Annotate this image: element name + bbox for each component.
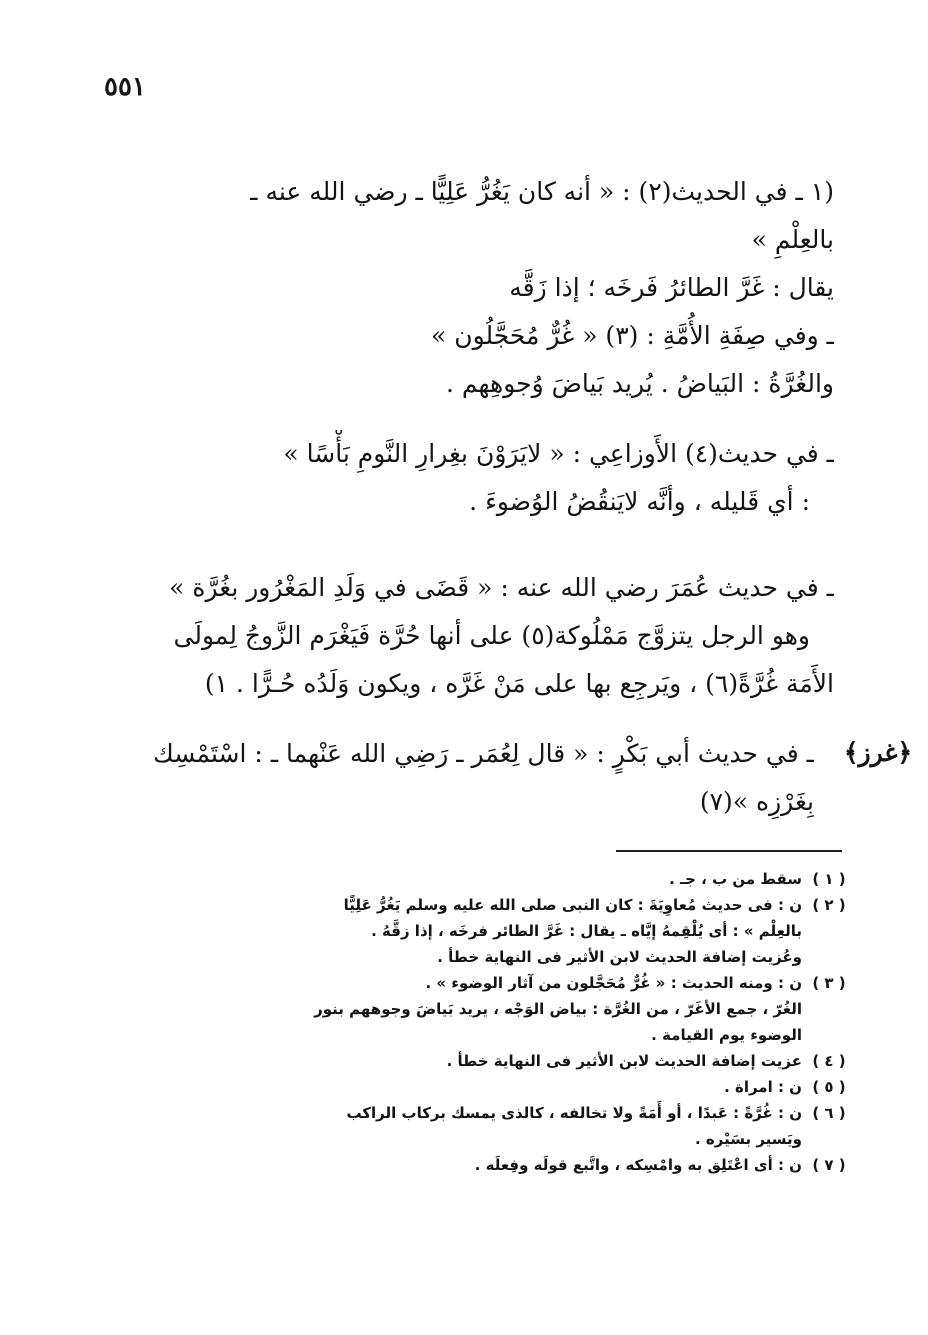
footnote-7 <box>104 1152 856 1178</box>
entry-3 <box>104 564 834 708</box>
body-line: بالعِلْمِ » <box>751 225 834 254</box>
body-line: الأَمَة غُرَّةً(٦) ، ويَرجِع بها على مَنْ غَرَّه ، ويكون وَلَدُه حُـرًّا . ١) <box>204 669 834 698</box>
entry-2 <box>104 430 834 526</box>
body-line: ـ في حديث عُمَرَ رضي الله عنه : « قَضَى في وَلَدِ المَغْرُور بغُرَّة » <box>169 573 834 602</box>
footnote-3 <box>104 970 856 996</box>
body-line: ـ في حديث(٤) الأَوزاعِي : « لايَرَوْنَ بغِرارِ النَّومِ بَأْسًا » <box>283 439 834 468</box>
body-text <box>104 168 834 408</box>
footnote-number: ( ٢ ) <box>812 896 846 914</box>
page-number: ٥٥١ <box>104 72 146 102</box>
footnote-5 <box>104 1074 856 1100</box>
body-line: ـ وفي صِفَةِ الأُمَّةِ : (٣) « غُرٌّ مُحَجَّلُون » <box>430 321 834 350</box>
footnote-text: ن : غُرَّةً : عَبدًا ، أو أَمَةً ولا تخالفه ، كالذى يمسك بركاب الراكب <box>346 1104 802 1122</box>
footnote-text: الغُرّ ، جمع الأغَرّ ، من الغُرَّة : بياض الوَجْه ، يريد بَياضَ وجوههم بنور <box>314 1000 802 1018</box>
footnote-2 <box>104 892 856 918</box>
footnote-rule <box>616 850 842 852</box>
body-line: ـ في حديث أبي بَكْرٍ : « قال لِعُمَر ـ رَضِي الله عَنْهما ـ : اسْتَمْسِك <box>153 739 814 768</box>
footnote-1 <box>104 866 856 892</box>
footnote-number: ( ٤ ) <box>812 1052 846 1070</box>
footnote-6 <box>104 1100 856 1126</box>
footnote-text: ويَسير بسَيْره . <box>694 1130 802 1148</box>
footnote-4 <box>104 1048 856 1074</box>
footnote-number: ( ٣ ) <box>812 974 846 992</box>
entry-4 <box>104 730 814 826</box>
body-line: يقال : غَرَّ الطائرُ فَرخَه ؛ إذا زَقَّه <box>509 273 834 302</box>
body-line: وهو الرجل يتزوَّج مَمْلُوكة(٥) على أنها حُرَّة فَيَغْرَم الزَّوجُ لِمولَى <box>173 621 810 650</box>
body-line: والغُرَّةُ : البَياضُ . يُريد بَياضَ وُجوهِهم . <box>446 369 834 398</box>
body-text <box>104 564 834 708</box>
body-text <box>104 430 834 526</box>
footnote-number: ( ٦ ) <box>812 1104 846 1122</box>
footnote-text: عزيت إضافة الحديث لابن الأثير فى النهاية خطأ . <box>446 1052 802 1070</box>
footnote-text: ن : أى اعْتَلِق به وامْسِكه ، واتَّبع قولَه وفِعلَه . <box>474 1156 802 1174</box>
footnote-text: وعُزيت إضافة الحديث لابن الأثير فى النهاية خطأ . <box>437 948 802 966</box>
footnote-text: ن : ومنه الحديث : « غُرٌّ مُحَجَّلون من آثار الوضوء » . <box>425 974 802 992</box>
footnote-number: ( ٧ ) <box>812 1156 846 1174</box>
footnote-number: ( ٥ ) <box>812 1078 846 1096</box>
footnote-text: بالعِلْم » : أى يُلْقِمهُ إيَّاه ـ يقال : غَرَّ الطائر فرخَه ، إذا زقَّهُ . <box>371 922 802 940</box>
footnote-text: ن : فى حديث مُعاوِيَةَ : كان النبى صلى الله عليه وسلم يَغُرُّ عَلِيًّا <box>343 896 802 914</box>
footnote-text: الوضوء يوم القيامة . <box>651 1026 802 1044</box>
footnote-text: ن : امراة . <box>724 1078 802 1096</box>
body-line: : أي قَليله ، وأنَّه لايَنقُضُ الوُضوءَ . <box>469 487 810 516</box>
body-line: (١ ـ في الحديث(٢) : « أنه كان يَغُرُّ عَلِيًّا ـ رضي الله عنه ـ <box>250 177 834 206</box>
footnote-number: ( ١ ) <box>812 870 846 888</box>
footnotes <box>104 866 856 1178</box>
entry-1 <box>104 168 834 408</box>
body-text <box>104 730 814 826</box>
body-line: بِغَرْزِه »(٧) <box>699 787 814 816</box>
headword: ﴿غرز﴾ <box>843 738 913 767</box>
footnote-text: سقط من ب ، جـ . <box>669 870 802 888</box>
